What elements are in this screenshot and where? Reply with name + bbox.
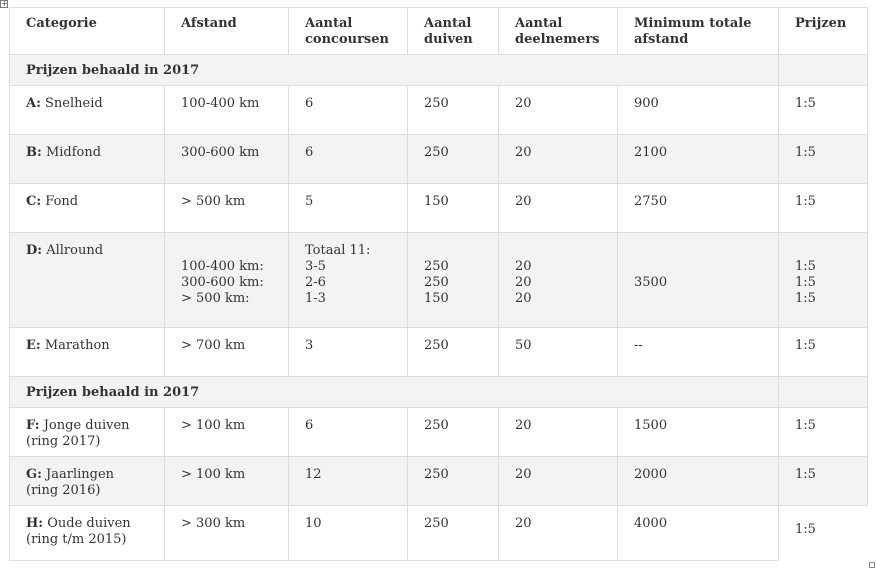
cell-concoursen-d	[289, 233, 408, 328]
category-name: Marathon	[44, 338, 110, 353]
section-blank-cell-1	[779, 55, 868, 86]
cell-min-h: 4000	[618, 506, 779, 561]
cell-concoursen-e: 3	[289, 328, 408, 377]
cell-prijzen-h: 1:5	[795, 522, 816, 537]
cell-prijzen-g: 1:5	[779, 457, 868, 506]
cell-deelnemers-d	[499, 233, 618, 328]
header-afstand: Afstand	[165, 8, 289, 55]
table-row-f	[10, 408, 868, 457]
section-title-1: Prijzen behaald in 2017	[10, 55, 779, 86]
table-resize-handle[interactable]	[869, 562, 875, 568]
cell-afstand-g: > 100 km	[165, 457, 289, 506]
category-letter: B:	[26, 145, 42, 160]
deelnemers-line: 20	[515, 275, 532, 290]
table-row-b	[10, 135, 868, 184]
cell-min-d	[618, 233, 779, 328]
cell-deelnemers-e: 50	[499, 328, 618, 377]
cell-afstand-b: 300-600 km	[165, 135, 289, 184]
cell-prijzen-e: 1:5	[779, 328, 868, 377]
cell-duiven-f: 250	[408, 408, 499, 457]
cell-categorie-b	[10, 135, 165, 184]
category-letter: A:	[26, 96, 41, 111]
afstand-line: > 500 km:	[181, 291, 250, 306]
duiven-line: 250	[424, 259, 449, 274]
cell-afstand-h: > 300 km	[165, 506, 289, 561]
cell-min-f: 1500	[618, 408, 779, 457]
category-name: Midfond	[45, 145, 102, 160]
header-aantal-deelnemers: Aantal deelnemers	[499, 8, 618, 55]
category-name: Allround	[46, 243, 104, 258]
prijzen-line: 1:5	[795, 291, 816, 306]
duiven-line: 250	[424, 275, 449, 290]
cell-min-c: 2750	[618, 184, 779, 233]
table-row-c	[10, 184, 868, 233]
competition-table	[9, 7, 868, 561]
table-row-e	[10, 328, 868, 377]
category-name: Oude duiven	[47, 516, 131, 531]
cell-deelnemers-b: 20	[499, 135, 618, 184]
section-blank-cell-2	[779, 377, 868, 408]
category-ring: (ring 2016)	[26, 483, 101, 498]
cell-concoursen-h: 10	[289, 506, 408, 561]
table-row-a	[10, 86, 868, 135]
category-letter: C:	[26, 194, 42, 209]
cell-deelnemers-g: 20	[499, 457, 618, 506]
cell-afstand-a: 100-400 km	[165, 86, 289, 135]
cell-categorie-f	[10, 408, 165, 457]
cell-concoursen-c: 5	[289, 184, 408, 233]
cell-concoursen-g: 12	[289, 457, 408, 506]
category-letter: E:	[26, 338, 41, 353]
cell-prijzen-a: 1:5	[779, 86, 868, 135]
header-prijzen: Prijzen	[779, 8, 868, 55]
cell-duiven-h: 250	[408, 506, 499, 561]
category-ring: (ring t/m 2015)	[26, 532, 127, 547]
cell-prijzen-c: 1:5	[779, 184, 868, 233]
concoursen-line: 3-5	[305, 259, 326, 274]
cell-duiven-c: 150	[408, 184, 499, 233]
category-name: Jonge duiven	[43, 418, 130, 433]
category-name: Snelheid	[45, 96, 103, 111]
afstand-line: 300-600 km:	[181, 275, 264, 290]
concoursen-total: Totaal 11:	[305, 243, 371, 258]
cell-duiven-d	[408, 233, 499, 328]
cell-concoursen-b: 6	[289, 135, 408, 184]
table-move-handle[interactable]: +	[1, 0, 8, 8]
cell-categorie-h	[10, 506, 165, 561]
section-title-2: Prijzen behaald in 2017	[10, 377, 779, 408]
cell-deelnemers-f: 20	[499, 408, 618, 457]
cell-min-e: --	[618, 328, 779, 377]
cell-duiven-e: 250	[408, 328, 499, 377]
header-aantal-concoursen: Aantal concoursen	[289, 8, 408, 55]
table-row-g	[10, 457, 868, 506]
cell-categorie-c	[10, 184, 165, 233]
min-value: 3500	[634, 275, 668, 290]
category-letter: F:	[26, 418, 40, 433]
header-row	[10, 8, 868, 55]
cell-concoursen-f: 6	[289, 408, 408, 457]
concoursen-line: 2-6	[305, 275, 326, 290]
cell-min-g: 2000	[618, 457, 779, 506]
cell-categorie-d	[10, 233, 165, 328]
cell-min-b: 2100	[618, 135, 779, 184]
header-aantal-duiven: Aantal duiven	[408, 8, 499, 55]
category-name: Jaarlingen	[46, 467, 115, 482]
cell-categorie-a	[10, 86, 165, 135]
cell-prijzen-b: 1:5	[779, 135, 868, 184]
deelnemers-line: 20	[515, 291, 532, 306]
category-letter: D:	[26, 243, 43, 258]
cell-min-a: 900	[618, 86, 779, 135]
cell-duiven-b: 250	[408, 135, 499, 184]
cell-deelnemers-c: 20	[499, 184, 618, 233]
cell-concoursen-a: 6	[289, 86, 408, 135]
cell-categorie-e	[10, 328, 165, 377]
deelnemers-line: 20	[515, 259, 532, 274]
cell-prijzen-d	[779, 233, 868, 328]
prijzen-line: 1:5	[795, 275, 816, 290]
section-row-1	[10, 55, 868, 86]
afstand-line: 100-400 km:	[181, 259, 264, 274]
category-letter: G:	[26, 467, 42, 482]
duiven-line: 150	[424, 291, 449, 306]
cell-afstand-f: > 100 km	[165, 408, 289, 457]
cell-deelnemers-h: 20	[499, 506, 618, 561]
cell-afstand-c: > 500 km	[165, 184, 289, 233]
cell-categorie-g	[10, 457, 165, 506]
cell-prijzen-f: 1:5	[779, 408, 868, 457]
prijzen-line: 1:5	[795, 259, 816, 274]
cell-duiven-g: 250	[408, 457, 499, 506]
table-row-h	[10, 506, 868, 561]
section-row-2	[10, 377, 868, 408]
category-ring: (ring 2017)	[26, 434, 101, 449]
concoursen-line: 1-3	[305, 291, 326, 306]
table-row-d	[10, 233, 868, 328]
cell-afstand-d	[165, 233, 289, 328]
category-letter: H:	[26, 516, 44, 531]
category-name: Fond	[45, 194, 79, 209]
header-minimum-totale-afstand: Minimum totale afstand	[618, 8, 779, 55]
cell-afstand-e: > 700 km	[165, 328, 289, 377]
cell-duiven-a: 250	[408, 86, 499, 135]
cell-deelnemers-a: 20	[499, 86, 618, 135]
header-categorie: Categorie	[10, 8, 165, 55]
